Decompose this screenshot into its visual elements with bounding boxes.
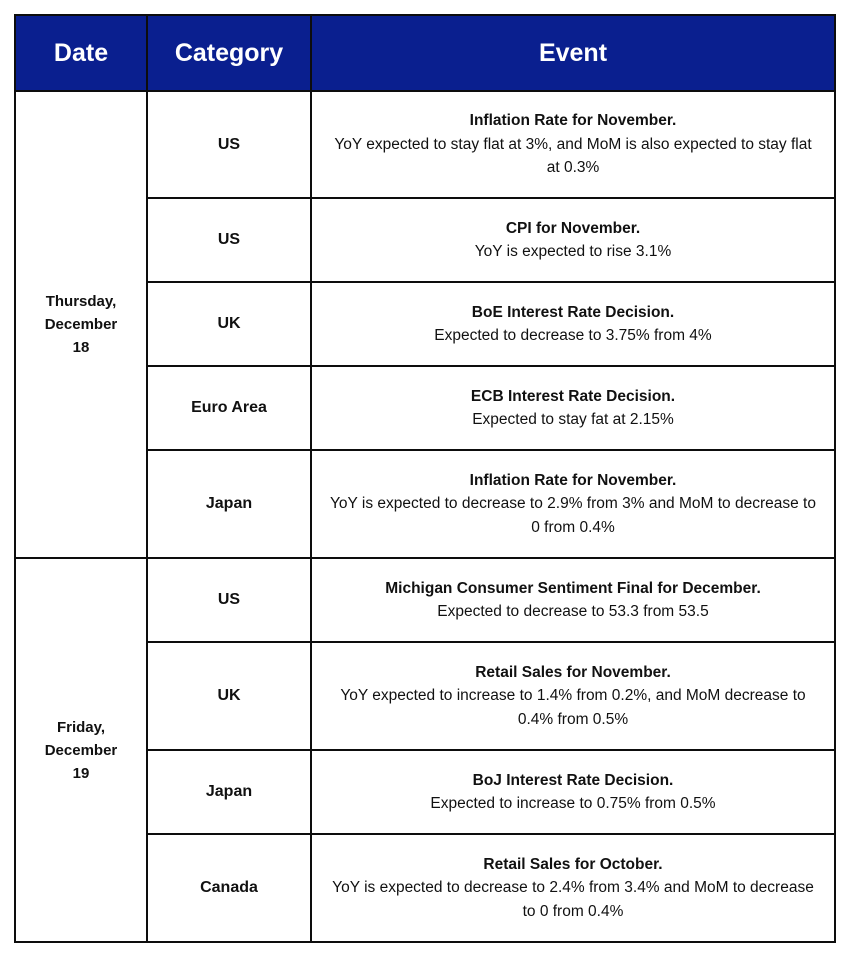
event-title: BoE Interest Rate Decision. [471,303,675,321]
table-row [15,558,835,642]
event-cell [311,282,835,366]
date-day: 18 [72,339,90,356]
event-title: Inflation Rate for November. [469,471,677,489]
category-cell: Japan [147,750,311,834]
event-column-header: Event [311,15,835,91]
event-cell [311,834,835,942]
date-month: December [44,316,118,333]
event-cell [311,450,835,558]
event-cell [311,750,835,834]
category-cell: UK [147,282,311,366]
category-column-header: Category [147,15,311,91]
event-description: YoY expected to increase to 1.4% from 0.2%, and MoM decrease to 0.4% from 0.5% [340,687,806,728]
economic-calendar-table [14,14,836,943]
date-month: December [44,741,118,759]
event-description: YoY expected to stay flat at 3%, and MoM is also expected to stay flat at 0.3% [334,135,812,177]
event-title: BoJ Interest Rate Decision. [472,771,674,789]
event-description: Expected to decrease to 3.75% from 4% [434,327,712,344]
date-cell-friday [15,558,147,942]
category-cell: Euro Area [147,366,311,450]
event-cell [311,198,835,282]
date-day: 19 [72,764,90,782]
date-cell-thursday [15,91,147,558]
event-cell [311,91,835,198]
category-cell: US [147,198,311,282]
category-cell: Japan [147,450,311,558]
header-row [15,15,835,91]
category-cell: Canada [147,834,311,942]
event-title: Inflation Rate for November. [469,112,677,130]
category-cell: US [147,558,311,642]
event-description: Expected to decrease to 53.3 from 53.5 [437,603,709,620]
event-cell [311,558,835,642]
event-description: YoY is expected to decrease to 2.4% from 3.4% and MoM to decrease to 0 from 0.4% [332,879,814,920]
table-row [15,91,835,198]
event-title: CPI for November. [505,219,641,237]
category-cell: US [147,91,311,198]
event-description: YoY is expected to decrease to 2.9% from 3% and MoM to decrease to 0 from 0.4% [330,495,816,536]
event-title: Retail Sales for November. [475,663,671,681]
event-description: Expected to increase to 0.75% from 0.5% [430,795,716,812]
event-cell [311,366,835,450]
event-cell [311,642,835,750]
date-column-header: Date [15,15,147,91]
event-description: YoY is expected to rise 3.1% [474,243,672,260]
date-weekday: Thursday, [45,293,117,310]
event-title: Retail Sales for October. [483,855,663,873]
event-title: Michigan Consumer Sentiment Final for December. [385,579,761,597]
event-description: Expected to stay fat at 2.15% [472,411,674,428]
event-title: ECB Interest Rate Decision. [470,387,676,405]
date-weekday: Friday, [56,718,106,736]
category-cell: UK [147,642,311,750]
